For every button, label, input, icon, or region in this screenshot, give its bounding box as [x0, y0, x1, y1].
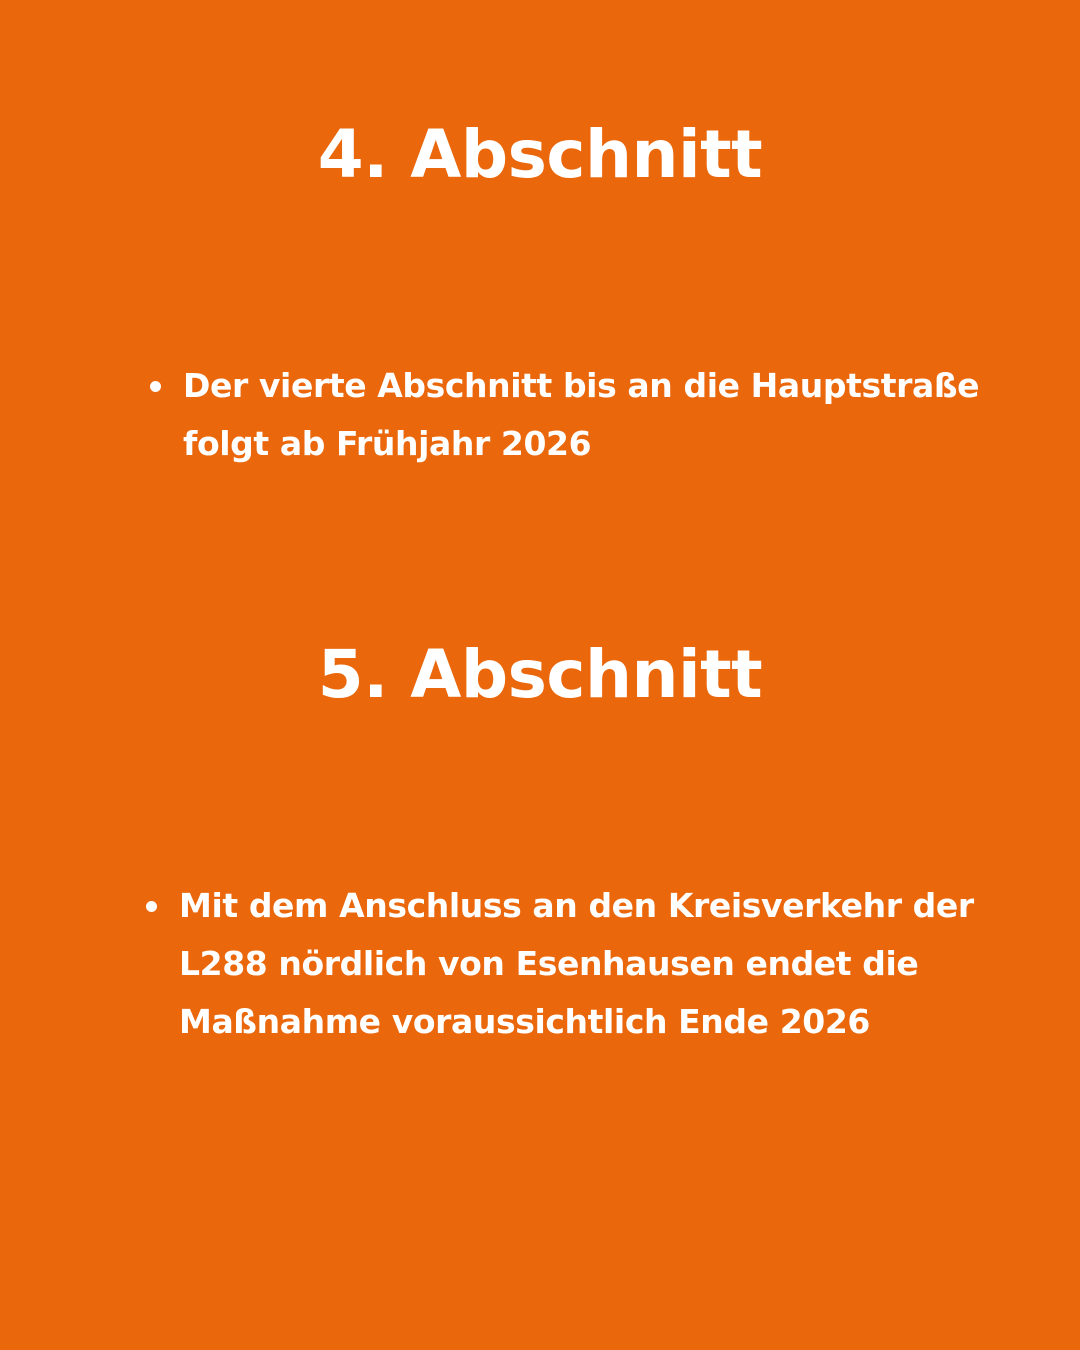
section-5-heading: 5. Abschnitt [317, 636, 763, 713]
list-item [143, 877, 974, 1051]
section-4-bullet-list [147, 357, 979, 473]
bullet-icon [146, 901, 157, 912]
bullet-icon [150, 381, 161, 392]
bullet-text-line: folgt ab Frühjahr 2026 [183, 424, 592, 463]
bullet-text-line: Maßnahme voraussichtlich Ende 2026 [179, 1002, 870, 1041]
section-4-heading: 4. Abschnitt [317, 116, 763, 193]
section-5-bullet-list [143, 877, 974, 1051]
list-item [147, 357, 979, 473]
bullet-text-line: Mit dem Anschluss an den Kreisverkehr der [179, 886, 974, 925]
bullet-text-line: L288 nördlich von Esenhausen endet die [179, 944, 919, 983]
bullet-text-line: Der vierte Abschnitt bis an die Hauptstraße [183, 366, 980, 405]
